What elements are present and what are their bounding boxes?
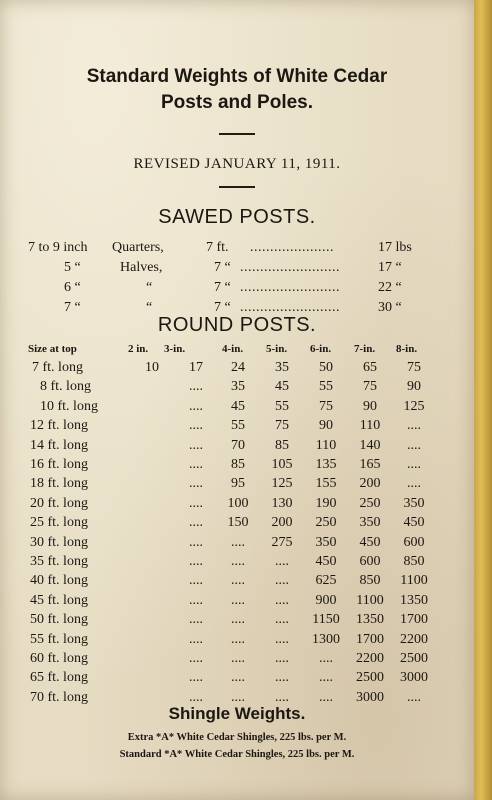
table-cell: 110 [359,418,381,434]
column-header: 7-in. [354,343,376,355]
table-cell: .... [275,631,289,647]
table-cell: .... [407,457,421,472]
table-cell: .... [407,418,421,434]
table-cell: 45 [275,379,289,395]
table-cell: 55 [231,418,245,434]
table-cell: 90 [319,418,333,434]
column-header: 8-in. [396,343,418,355]
row-length-label: 18 ft. long [30,476,88,492]
row-length-label: 14 ft. long [30,437,88,453]
table-row [0,670,474,690]
table-cell: 1100 [356,592,384,608]
table-cell: 625 [315,573,337,589]
sawed-dots: ......................... [240,280,340,295]
table-cell: 1700 [400,612,428,628]
table-cell: .... [231,592,245,608]
table-cell: .... [407,689,421,705]
table-cell: 125 [403,398,425,414]
column-header: 4-in. [222,343,244,355]
row-length-label: 10 ft. long [40,398,98,414]
row-length-label: 70 ft. long [30,689,88,705]
table-cell: 24 [231,360,245,375]
table-row [0,632,474,652]
table-cell: 1300 [312,631,340,647]
table-cell: 2500 [356,670,384,686]
table-row [0,651,474,671]
document-title-line-1: Standard Weights of White Cedar [86,66,388,87]
row-length-label: 12 ft. long [30,418,88,434]
table-cell: 70 [231,437,245,453]
table-cell: 1700 [356,631,384,647]
sawed-size: 7 “ [64,300,81,315]
row-length-label: 16 ft. long [30,457,88,472]
column-header: 5-in. [266,343,288,355]
table-cell: 10 [145,360,159,375]
table-cell: 55 [319,379,333,395]
row-length-label: 20 ft. long [30,495,88,511]
sawed-posts-heading: SAWED POSTS. [158,206,316,228]
sawed-size: 5 “ [64,260,81,275]
sawed-weight: 22 “ [378,280,402,295]
table-cell: 275 [271,534,293,550]
table-cell: 3000 [356,689,384,705]
table-cell: 1150 [312,612,340,628]
row-length-label: 40 ft. long [30,573,88,589]
table-cell: 95 [231,476,245,492]
sawed-length: 7 “ [214,280,231,295]
table-row [0,496,474,516]
page-edge [474,0,492,800]
shingle-standard-line: Standard *A* White Cedar Shingles, 225 lbs. per M. [119,749,355,760]
table-cell: .... [275,689,289,705]
table-cell: 75 [407,360,421,375]
table-cell: 200 [359,476,381,492]
table-cell: .... [231,670,245,686]
table-cell: .... [189,612,203,628]
table-cell: 50 [319,360,333,375]
table-cell: 130 [271,495,293,511]
column-header: 3-in. [164,343,186,355]
table-cell: .... [189,670,203,686]
sawed-size: 6 “ [64,280,81,295]
table-row [0,612,474,632]
title-divider [219,133,255,135]
table-cell: 85 [275,437,289,453]
table-cell: 85 [231,457,245,472]
row-length-label: 45 ft. long [30,592,88,608]
table-cell: .... [189,495,203,511]
table-row [0,554,474,574]
row-length-label: 50 ft. long [30,612,88,628]
table-row [0,399,474,419]
sawed-dots: ..................... [250,240,334,255]
sawed-length: 7 “ [214,260,231,275]
round-posts-column-headers [0,343,474,359]
table-cell: 1350 [356,612,384,628]
table-cell: 150 [227,515,249,531]
table-cell: 190 [315,495,337,511]
table-cell: 600 [359,554,381,569]
table-cell: .... [275,651,289,666]
row-length-label: 30 ft. long [30,534,88,550]
table-cell: .... [189,651,203,666]
table-cell: 2500 [400,651,428,666]
table-cell: 65 [363,360,377,375]
table-cell: 125 [271,476,293,492]
table-cell: .... [189,476,203,492]
row-length-label: 8 ft. long [40,379,91,395]
column-header: 6-in. [310,343,332,355]
shingle-extra-line: Extra *A* White Cedar Shingles, 225 lbs. per M. [127,732,347,743]
table-row [0,535,474,555]
table-cell: .... [275,612,289,628]
table-row [0,593,474,613]
table-cell: .... [319,670,333,686]
table-cell: 135 [315,457,337,472]
table-row [0,418,474,438]
shingle-weights-heading: Shingle Weights. [168,704,306,723]
table-cell: .... [189,592,203,608]
table-cell: 600 [403,534,425,550]
table-cell: 350 [359,515,381,531]
table-cell: 1100 [400,573,428,589]
sawed-weight: 30 “ [378,300,402,315]
table-cell: 900 [315,592,337,608]
table-cell: 165 [359,457,381,472]
table-cell: .... [231,689,245,705]
table-cell: .... [189,631,203,647]
table-cell: .... [275,554,289,569]
column-header: Size at top [28,343,77,355]
sawed-row [0,260,474,280]
table-cell: 155 [315,476,337,492]
table-row [0,379,474,399]
table-cell: .... [407,476,421,492]
table-cell: 1350 [400,592,428,608]
table-cell: 140 [359,437,381,453]
revision-date: REVISED JANUARY 11, 1911. [133,156,341,172]
table-cell: .... [319,689,333,705]
document-title-line-2: Posts and Poles. [160,92,314,113]
sawed-row [0,280,474,300]
table-cell: 75 [363,379,377,395]
table-cell: .... [275,573,289,589]
table-cell: 90 [363,398,377,414]
table-cell: 2200 [356,651,384,666]
table-cell: .... [231,534,245,550]
table-cell: .... [189,515,203,531]
table-cell: 110 [315,437,337,453]
table-cell: .... [189,554,203,569]
sawed-weight: 17 lbs [378,240,412,255]
row-length-label: 55 ft. long [30,631,88,647]
table-cell: 55 [275,398,289,414]
sawed-row [0,240,474,260]
table-cell: 35 [275,360,289,375]
table-cell: .... [231,631,245,647]
sawed-weight: 17 “ [378,260,402,275]
table-cell: .... [189,379,203,395]
row-length-label: 65 ft. long [30,670,88,686]
revision-divider [219,186,255,188]
table-cell: 90 [407,379,421,395]
table-cell: 45 [231,398,245,414]
row-length-label: 7 ft. long [32,360,83,375]
table-cell: .... [189,689,203,705]
sawed-length: 7 ft. [206,240,229,255]
table-cell: 850 [359,573,381,589]
table-cell: 450 [315,554,337,569]
table-row [0,457,474,477]
sawed-kind: Halves, [120,260,163,275]
table-cell: 450 [403,515,425,531]
table-cell: 2200 [400,631,428,647]
table-cell: 450 [359,534,381,550]
table-cell: .... [231,554,245,569]
column-header: 2 in. [128,343,149,355]
table-cell: 3000 [400,670,428,686]
sawed-dots: ......................... [240,300,340,315]
table-cell: .... [189,457,203,472]
table-cell: .... [275,592,289,608]
table-cell: .... [319,651,333,666]
table-cell: 35 [231,379,245,395]
row-length-label: 25 ft. long [30,515,88,531]
table-cell: .... [189,398,203,414]
table-cell: 100 [227,495,249,511]
table-cell: 850 [403,554,425,569]
round-posts-heading: ROUND POSTS. [157,314,317,336]
table-cell: 250 [315,515,337,531]
table-row [0,476,474,496]
table-cell: 75 [275,418,289,434]
table-cell: .... [189,437,203,453]
table-cell: 105 [271,457,293,472]
table-row [0,438,474,458]
table-cell: 250 [359,495,381,511]
table-row [0,515,474,535]
table-cell: .... [275,670,289,686]
table-row [0,573,474,593]
sawed-size: 7 to 9 inch [28,240,88,255]
table-cell: .... [189,573,203,589]
row-length-label: 60 ft. long [30,651,88,666]
table-cell: .... [189,534,203,550]
table-cell: 350 [403,495,425,511]
table-cell: .... [231,651,245,666]
sawed-length: 7 “ [214,300,231,315]
row-length-label: 35 ft. long [30,554,88,569]
table-cell: .... [407,437,421,453]
table-cell: .... [231,573,245,589]
table-cell: .... [231,612,245,628]
sawed-kind: “ [146,280,153,295]
table-cell: 200 [271,515,293,531]
table-cell: 75 [319,398,333,414]
table-row [0,360,474,380]
sawed-dots: ......................... [240,260,340,275]
table-cell: .... [189,418,203,434]
table-cell: 17 [189,360,203,375]
sawed-kind: Quarters, [112,240,164,255]
table-cell: 350 [315,534,337,550]
sawed-kind: “ [146,300,153,315]
